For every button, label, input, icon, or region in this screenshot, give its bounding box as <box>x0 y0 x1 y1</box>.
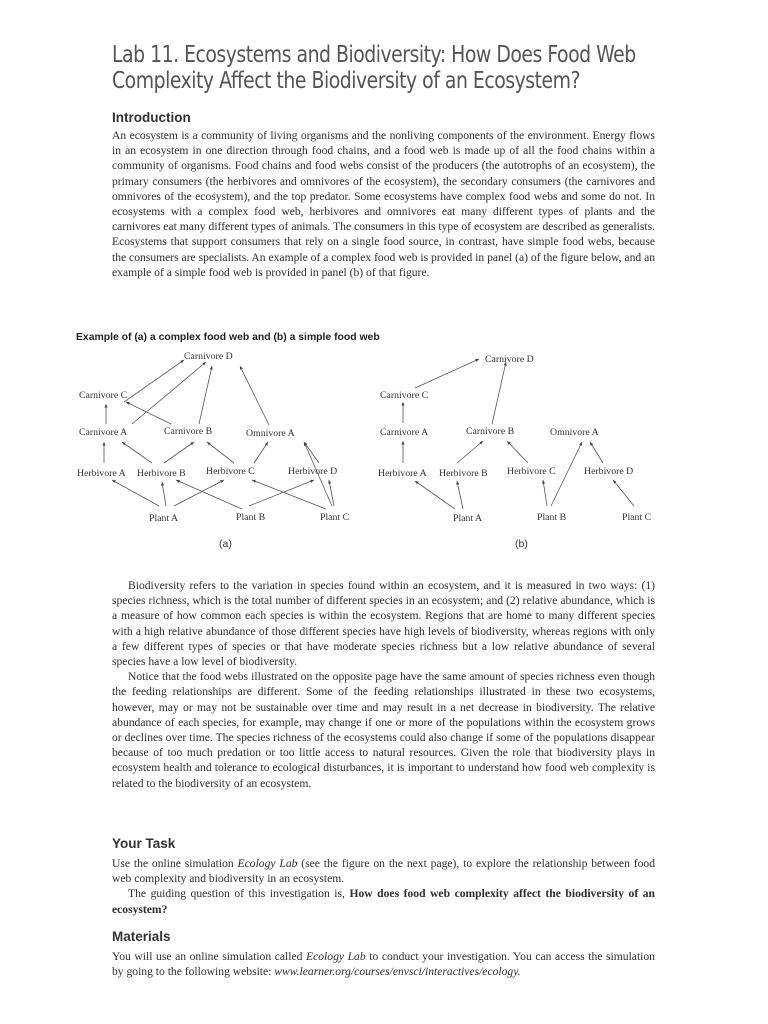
materials-heading: Materials <box>112 929 171 944</box>
node-herbivore-d: Herbivore D <box>584 466 634 477</box>
your-task-heading: Your Task <box>112 836 176 851</box>
node-carnivore-d: Carnivore D <box>485 354 534 365</box>
introduction-paragraph <box>112 128 655 280</box>
page-title: Lab 11. Ecosystems and Biodiversity: How Does Food Web Complexity Affect the Biodiversity of an Ecosystem? <box>112 42 636 94</box>
task-paragraph-2: The guiding question of this investigation is, How does food web complexity affect the biodiversity of an ecosystem? <box>112 887 655 916</box>
node-herbivore-d: Herbivore D <box>288 466 338 477</box>
simple-food-web-diagram <box>375 346 665 528</box>
node-herbivore-a: Herbivore A <box>77 468 126 479</box>
node-herbivore-c: Herbivore C <box>206 466 255 477</box>
node-herbivore-c: Herbivore C <box>507 466 556 477</box>
node-herbivore-b: Herbivore B <box>439 468 488 479</box>
node-plant-a: Plant A <box>149 513 179 524</box>
introduction-heading: Introduction <box>112 110 191 125</box>
node-omnivore-a: Omnivore A <box>246 428 295 439</box>
materials-section <box>112 949 655 979</box>
simulation-url: www.learner.org/courses/envsci/interactives/ecology. <box>274 965 521 979</box>
biodiversity-section <box>112 578 655 791</box>
node-carnivore-c: Carnivore C <box>79 390 128 401</box>
biodiversity-paragraph-1: Biodiversity refers to the variation in species found within an ecosystem, and it is measured in two ways: (1) species richness, which is the total number of different species in an ecosystem; and (2) relative abundance, which is a measure of how common each species is within the ecosystem. Regions that are home to many different species with a high relative abundance of those different species have high levels of biodiversity, whereas regions with only a few different types of species or that have moderate species richness but a low relative abundance of several species have a low level of biodiversity. <box>112 579 655 669</box>
biodiversity-paragraph-2: Notice that the food webs illustrated on the opposite page have the same amount of species richness even though the feeding relationships are different. Some of the feeding relationships illustrated in these two ecosystems, however, may or may not be sustainable over time and may result in a net decrease in biodiversity. The relative abundance of each species, for example, may change if one or more of the populations within the ecosystem grows or declines over time. The species richness of the ecosystems could also change if some of the populations disappear because of too much predation or too little access to natural resources. Given the role that biodiversity plays in ecosystem health and tolerance to ecological disturbances, it is important to understand how food web complexity is related to the biodiversity of an ecosystem. <box>112 670 655 790</box>
node-plant-c: Plant C <box>622 512 652 523</box>
node-carnivore-c: Carnivore C <box>380 390 429 401</box>
node-omnivore-a: Omnivore A <box>550 427 599 438</box>
node-herbivore-a: Herbivore A <box>378 468 427 479</box>
node-plant-b: Plant B <box>236 512 266 523</box>
node-plant-b: Plant B <box>537 512 567 523</box>
node-plant-c: Plant C <box>320 512 350 523</box>
your-task-section <box>112 856 655 917</box>
complex-food-web-diagram <box>74 346 370 528</box>
simulation-name: Ecology Lab <box>237 857 298 870</box>
node-herbivore-b: Herbivore B <box>137 468 186 479</box>
simulation-name: Ecology Lab <box>306 950 366 963</box>
guiding-question: How does food web complexity affect the biodiversity of an ecosystem? <box>112 887 655 916</box>
introduction-text: An ecosystem is a community of living organisms and the nonliving components of the environment. Energy flows in an ecosystem in one direction through food chains, and a food web is made up of all the food chains within a community of organisms. Food chains and food webs consist of the producers (the autotrophs of an ecosystem), the primary consumers (the herbivores and omnivores of the ecosystem), the secondary consumers (the carnivores and omnivores of the ecosystem), and the top predator. Some ecosystems have complex food webs and some do not. In ecosystems with a complex food web, herbivores and omnivores eat many different types of plants and the carnivores eat many different types of animals. The consumers in this type of ecosystem are described as generalists. Ecosystems that support consumers that rely on a single food source, in contrast, have simple food webs, because the consumers are specialists. An example of a complex food web is provided in panel (a) of the figure below, and an example of a simple food web is provided in panel (b) of that figure. <box>112 129 656 279</box>
node-carnivore-d: Carnivore D <box>184 351 233 362</box>
node-carnivore-a: Carnivore A <box>380 427 429 438</box>
figure-caption: Example of (a) a complex food web and (b) a simple food web <box>76 332 380 343</box>
node-carnivore-b: Carnivore B <box>466 426 515 437</box>
panel-a-label: (a) <box>219 538 232 550</box>
node-plant-a: Plant A <box>453 513 483 524</box>
node-carnivore-b: Carnivore B <box>164 426 213 437</box>
task-paragraph-1: Use the online simulation Ecology Lab (see the figure on the next page), to explore the relationship between food web complexity and biodiversity in an ecosystem. <box>112 857 655 886</box>
materials-paragraph: You will use an online simulation called Ecology Lab to conduct your investigation. You can access the simulation by going to the following website: www.learner.org/courses/envsci/interactives/ecology. <box>112 950 655 979</box>
panel-b-label: (b) <box>515 538 528 550</box>
node-carnivore-a: Carnivore A <box>79 427 128 438</box>
